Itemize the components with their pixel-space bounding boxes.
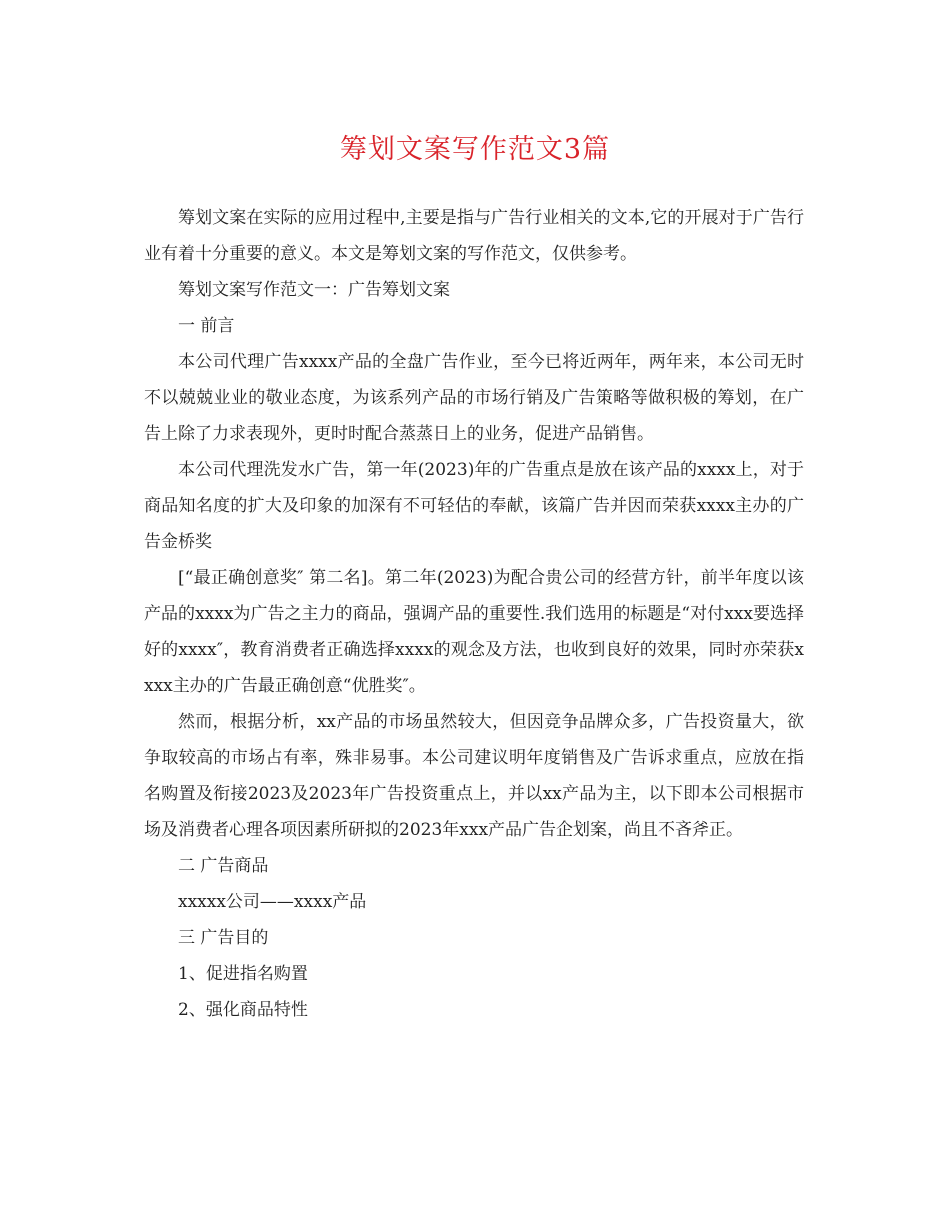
list-item: 2、强化商品特性 bbox=[178, 1000, 308, 1020]
body-paragraph: 本公司代理广告xxxx产品的全盘广告作业，至今已将近两年，两年来，本公司无时不以兢兢业业的敬业态度，为该系列产品的市场行销及广告策略等做积极的筹划，在广告上除了力求表现外，更时时配合蒸蒸日上的业务，促进产品销售。 bbox=[144, 352, 804, 444]
subheading-preface: 一 前言 bbox=[178, 316, 235, 336]
document-title: 筹划文案写作范文3篇 bbox=[339, 134, 611, 165]
intro-paragraph: 筹划文案在实际的应用过程中,主要是指与广告行业相关的文本,它的开展对于广告行业有着十分重要的意义。本文是筹划文案的写作范文，仅供参考。 bbox=[144, 208, 804, 264]
document-body bbox=[144, 200, 804, 1028]
body-paragraph: 然而，根据分析，xx产品的市场虽然较大，但因竞争品牌众多，广告投资量大，欲争取较高的市场占有率，殊非易事。本公司建议明年度销售及广告诉求重点，应放在指名购置及衔接2023及2023年广告投资重点上，并以xx产品为主，以下即本公司根据市场及消费者心理各项因素所研拟的2023年xxx产品广告企划案，尚且不吝斧正。 bbox=[144, 712, 804, 840]
body-paragraph: 本公司代理洗发水广告，第一年(2023)年的广告重点是放在该产品的xxxx上，对于商品知名度的扩大及印象的加深有不可轻估的奉献，该篇广告并因而荣获xxxx主办的广告金桥奖 bbox=[144, 460, 804, 552]
section-heading: 筹划文案写作范文一：广告筹划文案 bbox=[178, 280, 450, 300]
subheading-product: 二 广告商品 bbox=[178, 856, 269, 876]
body-paragraph: [“最正确创意奖″ 第二名]。第二年(2023)为配合贵公司的经营方针，前半年度以该产品的xxxx为广告之主力的商品，强调产品的重要性.我们选用的标题是“对付xxx要选择好的xxxx″，教育消费者正确选择xxxx的观念及方法，也收到良好的效果，同时亦荣获xxxx主办的广告最正确创意“优胜奖″。 bbox=[144, 568, 804, 696]
subheading-purpose: 三 广告目的 bbox=[178, 928, 269, 948]
list-item: 1、促进指名购置 bbox=[178, 964, 308, 984]
product-line: xxxxx公司——xxxx产品 bbox=[178, 892, 367, 912]
